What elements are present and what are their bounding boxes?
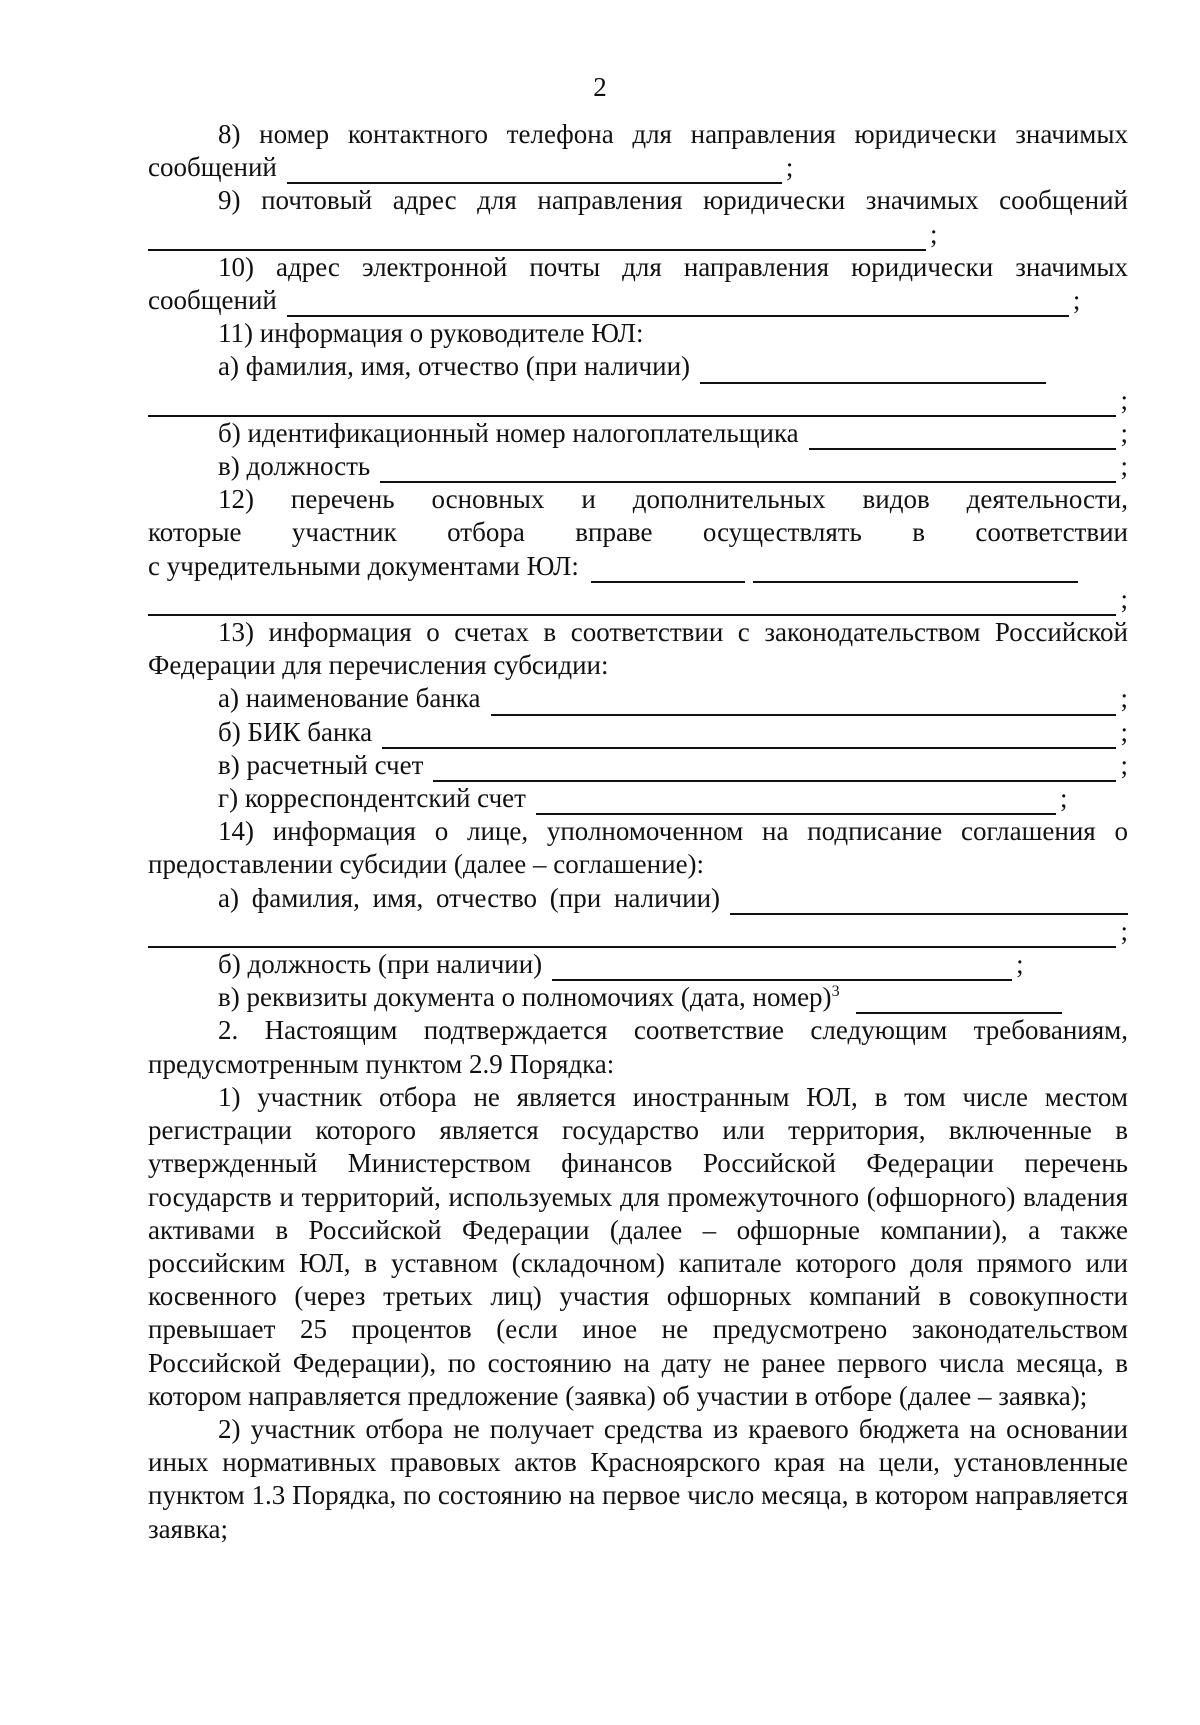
bik-field[interactable] (382, 723, 1116, 749)
item-12-label: с учредительными документами ЮЛ: (148, 550, 579, 581)
item-13b-line (148, 716, 1128, 749)
item-11b-label: б) идентификационный номер налогоплательщика (218, 417, 799, 448)
semicolon: ; (1120, 384, 1128, 415)
item-11b-line (148, 417, 1128, 450)
item-13v-line (148, 749, 1128, 782)
settlement-account-field[interactable] (433, 756, 1116, 782)
item-13g-line (148, 782, 1128, 815)
item-12-line-2: которые участник отбора вправе осуществлять в соответствии (148, 517, 1128, 548)
semicolon: ; (1120, 683, 1128, 714)
item-14b-line (148, 948, 1128, 981)
item-14a-line-2 (148, 915, 1128, 948)
signer-position-field[interactable] (552, 955, 1012, 981)
item-13a-line (148, 682, 1128, 715)
semicolon: ; (930, 218, 938, 249)
semicolon: ; (1120, 749, 1128, 780)
item-12-line-3 (148, 550, 1128, 583)
paragraph-2: 2. Настоящим подтверждается соответствие следующим требованиям, предусмотренным пунктом 2.9 Порядка: (148, 1015, 1128, 1079)
item-14b-label: б) должность (при наличии) (218, 949, 543, 980)
item-8-line-2 (148, 151, 1128, 184)
phone-field[interactable] (287, 158, 782, 184)
activities-field-continued[interactable] (148, 590, 1116, 616)
item-9-line-2 (148, 218, 1128, 251)
semicolon: ; (1072, 285, 1081, 316)
head-fio-field-continued[interactable] (148, 391, 1116, 417)
item-11-heading: 11) информация о руководителе ЮЛ: (218, 318, 644, 349)
item-13b-label: б) БИК банка (218, 716, 373, 747)
item-13a-label: а) наименование банка (218, 683, 481, 714)
bank-name-field[interactable] (491, 690, 1117, 716)
page-number: 2 (593, 72, 607, 102)
head-inn-field[interactable] (809, 424, 1117, 450)
correspondent-account-field[interactable] (536, 789, 1056, 815)
item-13-heading: 13) информация о счетах в соответствии с законодательством Российской Федерации для перечисления субсидии: (148, 617, 1128, 681)
footnote-ref: 3 (831, 983, 840, 1001)
item-11v-label: в) должность (218, 451, 371, 482)
signer-fio-field[interactable] (730, 889, 1128, 915)
item-9-line-1: 9) почтовый адрес для направления юридически значимых сообщений (218, 185, 1128, 216)
item-13v-label: в) расчетный счет (218, 749, 424, 780)
item-11a-line-2 (148, 384, 1128, 417)
email-field[interactable] (287, 291, 1069, 317)
semicolon: ; (1120, 915, 1128, 946)
signer-fio-field-continued[interactable] (148, 922, 1116, 948)
semicolon: ; (1120, 583, 1128, 614)
item-12-line-1: 12) перечень основных и дополнительных видов деятельности, (218, 484, 1128, 515)
semicolon: ; (1120, 716, 1128, 747)
item-10-line-1: 10) адрес электронной почты для направления юридически значимых (218, 251, 1128, 282)
head-position-field[interactable] (380, 457, 1116, 483)
semicolon: ; (1120, 417, 1128, 448)
activities-field-a[interactable] (591, 557, 745, 583)
document-body (148, 118, 1128, 1546)
item-13g-label: г) корреспондентский счет (218, 783, 526, 814)
head-fio-field[interactable] (700, 358, 1046, 384)
item-12-line-4 (148, 583, 1128, 616)
item-8-line-1: 8) номер контактного телефона для направления юридически значимых (218, 119, 1128, 149)
item-8-label: сообщений (148, 152, 277, 183)
item-14v-text: в) реквизиты документа о полномочиях (дата, номер) (218, 982, 832, 1013)
semicolon: ; (785, 152, 794, 183)
item-14v-line (148, 981, 1128, 1014)
item-14a-line (148, 882, 1128, 915)
item-14a-label: а) фамилия, имя, отчество (при наличии) (218, 882, 721, 913)
semicolon: ; (1016, 949, 1024, 980)
activities-field-b[interactable] (753, 557, 1078, 583)
item-11v-line (148, 450, 1128, 483)
semicolon: ; (1059, 783, 1068, 814)
authority-document-field[interactable] (856, 988, 1062, 1014)
item-10-line-2 (148, 284, 1128, 317)
item-14-heading: 14) информация о лице, уполномоченном на подписание соглашения о предоставлении субсидии (далее – соглашение): (148, 816, 1128, 880)
item-11a-line (148, 350, 1128, 383)
postal-address-field[interactable] (148, 225, 926, 251)
paragraph-2-2: 2) участник отбора не получает средства из краевого бюджета на основании иных нормативных правовых актов Красноярского края на цели, установленные пунктом 1.3 Порядка, по состоянию на первое число месяца, в котором направляется заявка; (148, 1413, 1128, 1544)
item-10-label: сообщений (148, 285, 277, 316)
paragraph-2-1: 1) участник отбора не является иностранным ЮЛ, в том числе местом регистрации которого является государство или территория, включенные в утвержденный Министерством финансов Российской Федерации перечень государств и территорий, используемых для промежуточного (офшорного) владения активами в Российской Федерации (далее – офшорные компании), а также российским ЮЛ, в уставном (складочном) капитале которого доля прямого или косвенного (через третьих лиц) участия офшорных компаний в совокупности превышает 25 процентов (если иное не предусмотрено законодательством Российской Федерации), по состоянию на дату не ранее первого числа месяца, в котором направляется предложение (заявка) об участии в отборе (далее – заявка); (148, 1081, 1128, 1411)
item-11a-label: а) фамилия, имя, отчество (при наличии) (218, 351, 691, 382)
item-14v-label (218, 981, 840, 1014)
semicolon: ; (1120, 451, 1128, 482)
